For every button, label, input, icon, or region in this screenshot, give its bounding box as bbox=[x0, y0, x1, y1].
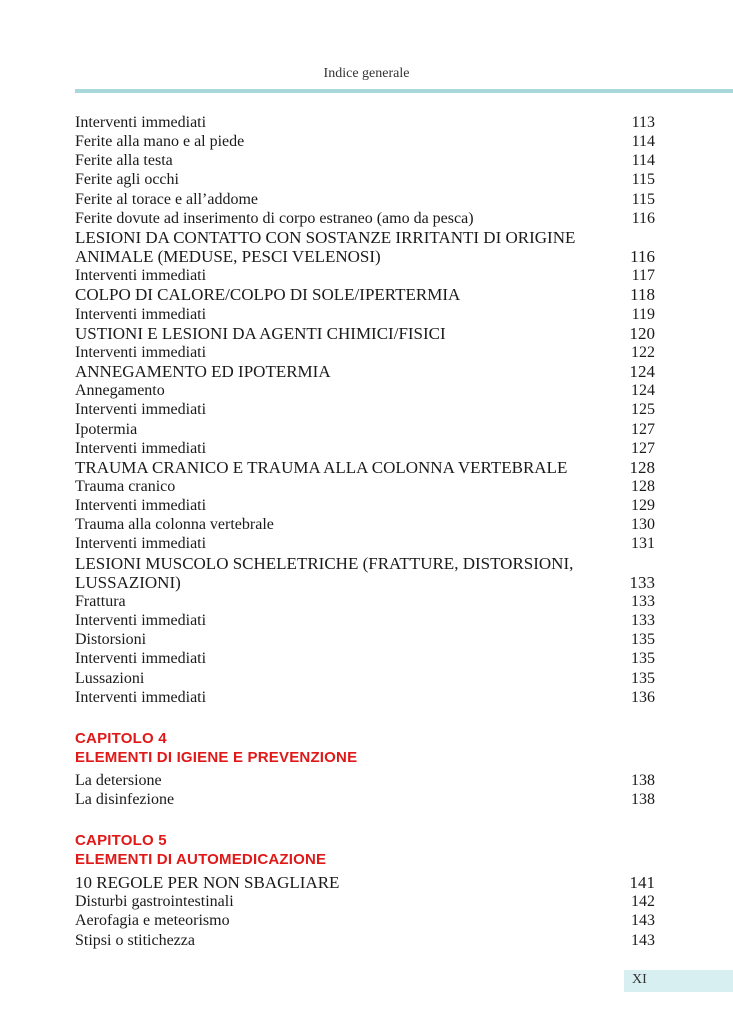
toc-entry[interactable] bbox=[75, 113, 655, 132]
toc-entry[interactable] bbox=[75, 209, 655, 228]
toc-entry[interactable] bbox=[75, 515, 655, 534]
toc-entry-title: Annegamento bbox=[75, 382, 165, 400]
page-number: XI bbox=[632, 972, 647, 987]
toc-entry-title: Interventi immediati bbox=[75, 535, 207, 553]
toc-entry[interactable] bbox=[75, 573, 655, 592]
toc-entry-page: 127 bbox=[631, 420, 655, 438]
toc-entry-page: 116 bbox=[630, 247, 655, 267]
folio-tab bbox=[624, 970, 733, 992]
toc-entry-title: Interventi immediati bbox=[75, 688, 207, 706]
table-of-contents bbox=[75, 113, 655, 950]
toc-entry[interactable] bbox=[75, 228, 655, 247]
toc-entry-page: 142 bbox=[631, 893, 655, 911]
toc-entry-page: 118 bbox=[630, 285, 655, 305]
toc-entry[interactable] bbox=[75, 439, 655, 458]
toc-entry-title: Disturbi gastrointestinali bbox=[75, 893, 234, 911]
toc-entry-page: 114 bbox=[631, 133, 655, 151]
toc-entry-title: LESIONI MUSCOLO SCHELETRICHE (FRATTURE, DISTORSIONI, bbox=[75, 553, 574, 573]
chapter-title: ELEMENTI DI AUTOMEDICAZIONE bbox=[75, 851, 327, 869]
toc-entry[interactable] bbox=[75, 688, 655, 707]
chapter-title: ELEMENTI DI IGIENE E PREVENZIONE bbox=[75, 748, 358, 766]
toc-entry-title: LESIONI DA CONTATTO CON SOSTANZE IRRITANTI DI ORIGINE bbox=[75, 227, 576, 247]
toc-entry-title: LUSSAZIONI) bbox=[75, 572, 181, 592]
toc-entry-page: 130 bbox=[631, 516, 655, 534]
toc-entry[interactable] bbox=[75, 305, 655, 324]
chapter-number: CAPITOLO 4 bbox=[75, 729, 167, 747]
toc-entry-page: 117 bbox=[631, 267, 655, 285]
toc-entry[interactable] bbox=[75, 362, 655, 381]
toc-entry-page: 128 bbox=[631, 477, 655, 495]
toc-entry[interactable] bbox=[75, 420, 655, 439]
toc-entry-title: USTIONI E LESIONI DA AGENTI CHIMICI/FISICI bbox=[75, 323, 446, 343]
toc-entry[interactable] bbox=[75, 496, 655, 515]
toc-entry-title: Trauma cranico bbox=[75, 477, 176, 495]
toc-entry[interactable] bbox=[75, 649, 655, 668]
toc-entry-title: Interventi immediati bbox=[75, 439, 207, 457]
toc-entry-title: Distorsioni bbox=[75, 631, 147, 649]
toc-entry[interactable] bbox=[75, 669, 655, 688]
toc-entry-title: Interventi immediati bbox=[75, 612, 207, 630]
toc-entry-title: ANIMALE (MEDUSE, PESCI VELENOSI) bbox=[75, 247, 381, 267]
toc-entry-title: Interventi immediati bbox=[75, 114, 207, 131]
toc-entry[interactable] bbox=[75, 554, 655, 573]
toc-entry[interactable] bbox=[75, 151, 655, 170]
chapter-heading bbox=[75, 831, 655, 869]
toc-entry-page: 133 bbox=[631, 612, 655, 630]
toc-entry-page: 114 bbox=[631, 152, 655, 170]
toc-entry-title: Interventi immediati bbox=[75, 343, 207, 361]
toc-entry[interactable] bbox=[75, 892, 655, 911]
toc-entry-page: 136 bbox=[631, 688, 655, 706]
toc-entry[interactable] bbox=[75, 477, 655, 496]
toc-entry[interactable] bbox=[75, 381, 655, 400]
toc-entry[interactable] bbox=[75, 790, 655, 809]
toc-entry-title: Interventi immediati bbox=[75, 267, 207, 285]
running-head: Indice generale bbox=[323, 66, 410, 81]
toc-entry-page: 122 bbox=[631, 343, 655, 361]
toc-entry[interactable] bbox=[75, 266, 655, 285]
toc-entry[interactable] bbox=[75, 458, 655, 477]
toc-entry-title: La disinfezione bbox=[75, 791, 175, 808]
toc-entry-page: 133 bbox=[629, 572, 655, 592]
toc-entry[interactable] bbox=[75, 630, 655, 649]
toc-entry-page: 138 bbox=[631, 771, 655, 789]
toc-entry-page: 135 bbox=[631, 650, 655, 668]
toc-entry[interactable] bbox=[75, 247, 655, 266]
toc-entry-page: 129 bbox=[631, 497, 655, 515]
toc-entry-page: 135 bbox=[631, 669, 655, 687]
toc-entry-title: Ferite agli occhi bbox=[75, 171, 179, 189]
toc-entry-title: 10 REGOLE PER NON SBAGLIARE bbox=[75, 873, 340, 893]
toc-entry-title: Aerofagia e meteorismo bbox=[75, 912, 230, 930]
toc-entry[interactable] bbox=[75, 611, 655, 630]
toc-entry[interactable] bbox=[75, 931, 655, 950]
toc-entry[interactable] bbox=[75, 285, 655, 304]
toc-entry[interactable] bbox=[75, 911, 655, 930]
toc-entry-page: 138 bbox=[631, 791, 655, 808]
toc-entry-title: TRAUMA CRANICO E TRAUMA ALLA COLONNA VERTEBRALE bbox=[75, 457, 568, 477]
toc-entry-page: 128 bbox=[629, 457, 655, 477]
toc-entry-page: 113 bbox=[631, 114, 655, 131]
toc-entry-title: Ipotermia bbox=[75, 420, 138, 438]
toc-entry-title: ANNEGAMENTO ED IPOTERMIA bbox=[75, 362, 331, 382]
toc-entry-page: 127 bbox=[631, 439, 655, 457]
toc-entry-title: Trauma alla colonna vertebrale bbox=[75, 516, 274, 534]
header-rule bbox=[75, 89, 733, 93]
toc-entry-page: 116 bbox=[631, 209, 655, 227]
toc-entry-page: 119 bbox=[631, 305, 655, 323]
toc-entry-page: 135 bbox=[631, 631, 655, 649]
toc-entry-title: Ferite dovute ad inserimento di corpo estraneo (amo da pesca) bbox=[75, 209, 474, 227]
toc-entry[interactable] bbox=[75, 534, 655, 553]
toc-entry-page: 131 bbox=[631, 535, 655, 553]
toc-entry-page: 120 bbox=[629, 323, 655, 343]
toc-entry[interactable] bbox=[75, 132, 655, 151]
chapter-heading bbox=[75, 729, 655, 767]
toc-entry-title: Frattura bbox=[75, 592, 126, 610]
toc-entry-page: 115 bbox=[631, 190, 655, 208]
toc-entry[interactable] bbox=[75, 324, 655, 343]
toc-entry-page: 124 bbox=[631, 382, 655, 400]
toc-entry-page: 125 bbox=[631, 401, 655, 419]
chapter-number: CAPITOLO 5 bbox=[75, 832, 167, 850]
toc-entry-title: Stipsi o stitichezza bbox=[75, 931, 195, 949]
toc-entry-title: Interventi immediati bbox=[75, 497, 207, 515]
toc-entry-title: Ferite alla mano e al piede bbox=[75, 133, 245, 151]
toc-entry[interactable] bbox=[75, 592, 655, 611]
toc-entry[interactable] bbox=[75, 771, 655, 790]
toc-entry-title: La detersione bbox=[75, 771, 162, 789]
toc-entry[interactable] bbox=[75, 170, 655, 189]
toc-entry-page: 133 bbox=[631, 592, 655, 610]
toc-entry-page: 143 bbox=[631, 912, 655, 930]
toc-entry-page: 143 bbox=[631, 931, 655, 949]
toc-entry[interactable] bbox=[75, 343, 655, 362]
toc-entry[interactable] bbox=[75, 400, 655, 419]
toc-entry-page: 141 bbox=[629, 873, 655, 893]
toc-entry-title: Ferite al torace e all’addome bbox=[75, 190, 259, 208]
toc-entry[interactable] bbox=[75, 873, 655, 892]
toc-entry-title: COLPO DI CALORE/COLPO DI SOLE/IPERTERMIA bbox=[75, 285, 461, 305]
toc-entry-title: Interventi immediati bbox=[75, 305, 207, 323]
toc-entry[interactable] bbox=[75, 190, 655, 209]
toc-entry-title: Lussazioni bbox=[75, 669, 145, 687]
toc-entry-title: Interventi immediati bbox=[75, 650, 207, 668]
toc-entry-page: 124 bbox=[629, 362, 655, 382]
toc-entry-title: Ferite alla testa bbox=[75, 152, 173, 170]
toc-entry-title: Interventi immediati bbox=[75, 401, 207, 419]
toc-entry-page: 115 bbox=[631, 171, 655, 189]
